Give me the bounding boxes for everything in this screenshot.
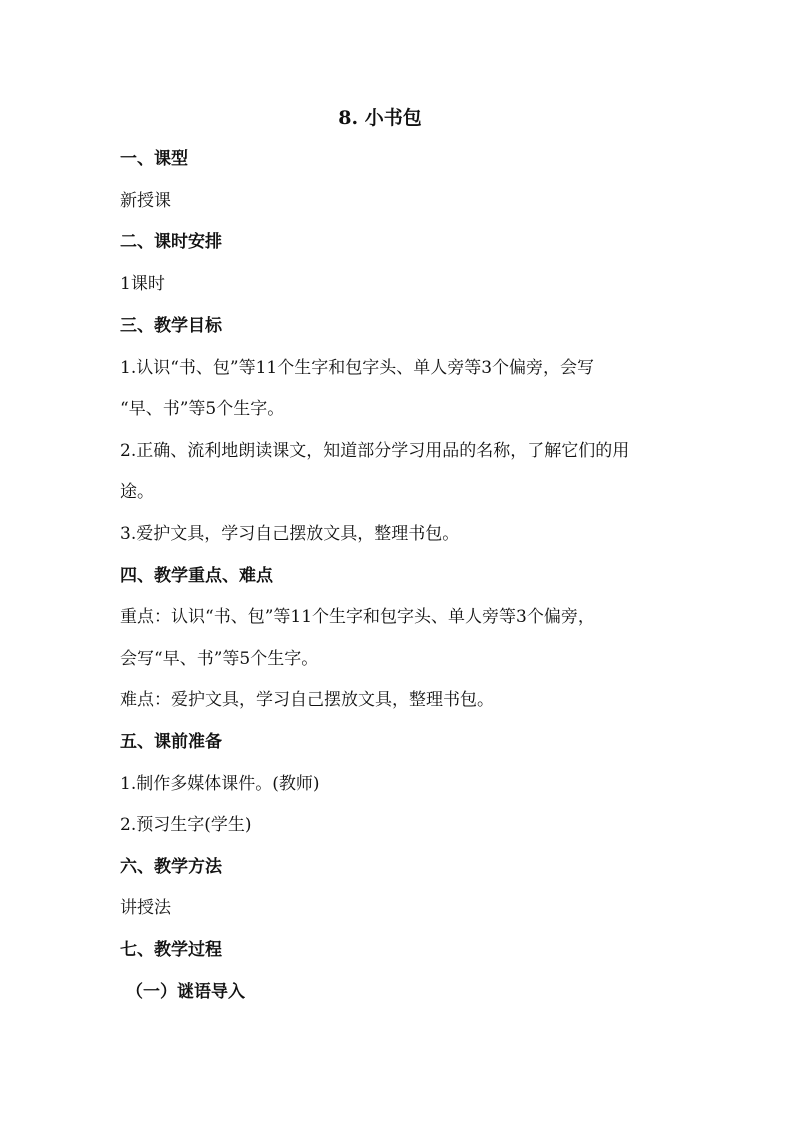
preparation-item-2: 2.预习生字(学生) bbox=[120, 815, 252, 835]
paragraph-methods: 讲授法 bbox=[120, 898, 171, 918]
section-heading-schedule: 二、课时安排 bbox=[120, 232, 222, 252]
objective-2-line-1: 2.正确、流利地朗读课文，知道部分学习用品的名称，了解它们的用 bbox=[120, 441, 630, 461]
objective-1-line-1: 1.认识“书、包”等11个生字和包字头、单人旁等3个偏旁，会写 bbox=[120, 358, 595, 378]
preparation-item-1: 1.制作多媒体课件。(教师) bbox=[120, 774, 320, 794]
section-heading-methods: 六、教学方法 bbox=[120, 857, 222, 877]
section-heading-objectives: 三、教学目标 bbox=[120, 316, 222, 336]
objective-1-line-2: “早、书”等5个生字。 bbox=[120, 399, 285, 419]
subsection-heading-riddle-intro: （一）谜语导入 bbox=[126, 982, 245, 1002]
section-heading-preparation: 五、课前准备 bbox=[120, 732, 222, 752]
key-point-line-2: 会写“早、书”等5个生字。 bbox=[120, 649, 319, 669]
document-title: 8. 小书包 bbox=[338, 107, 422, 129]
objective-3: 3.爱护文具，学习自己摆放文具，整理书包。 bbox=[120, 524, 460, 544]
objective-2-line-2: 途。 bbox=[120, 482, 154, 502]
section-heading-key-points: 四、教学重点、难点 bbox=[120, 566, 273, 586]
paragraph-schedule: 1课时 bbox=[120, 274, 165, 294]
section-heading-course-type: 一、课型 bbox=[120, 149, 188, 169]
difficult-point: 难点：爱护文具，学习自己摆放文具，整理书包。 bbox=[120, 690, 494, 710]
paragraph-course-type: 新授课 bbox=[120, 191, 171, 211]
section-heading-process: 七、教学过程 bbox=[120, 940, 222, 960]
key-point-line-1: 重点：认识“书、包”等11个生字和包字头、单人旁等3个偏旁， bbox=[120, 607, 595, 627]
